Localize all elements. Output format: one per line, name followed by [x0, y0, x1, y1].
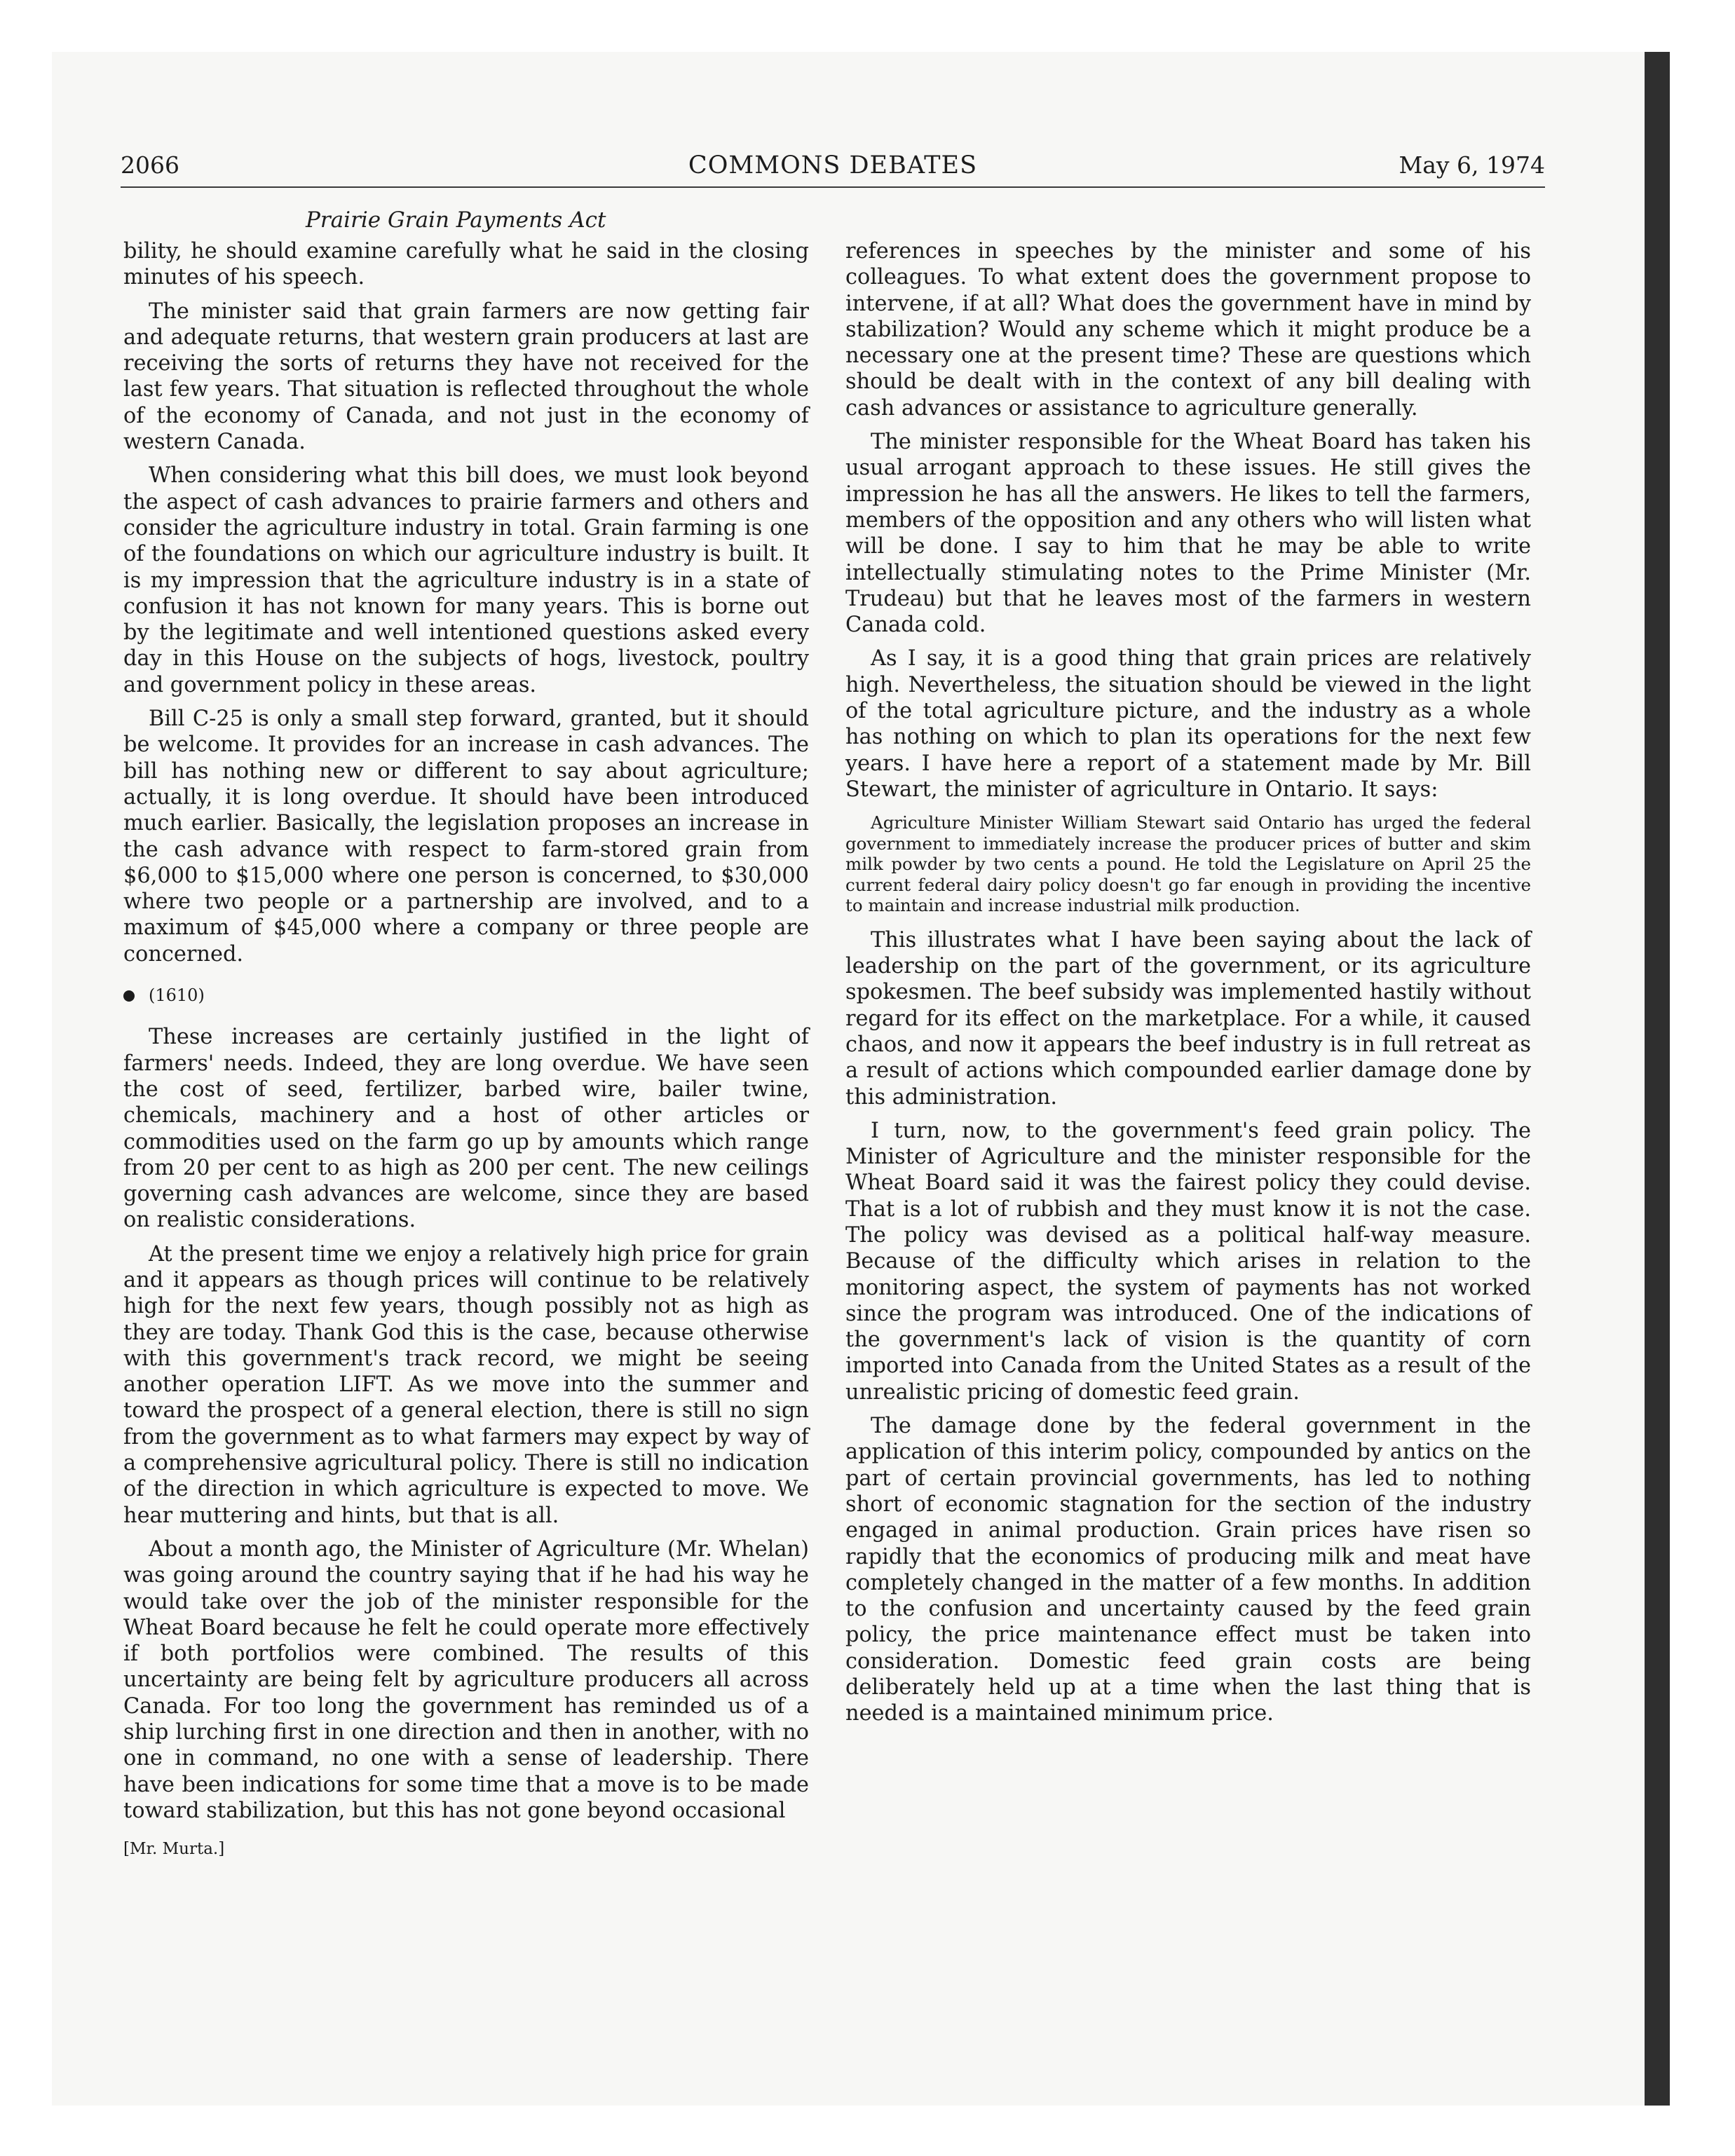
- paragraph: The minister said that grain farmers are now getting fair and adequate returns, that western grain producers at last are receiving the sorts of returns they have not received for the last few years. That situation is reflected throughout the whole of the economy of Canada, and not just in the economy of western Canada.: [123, 299, 809, 455]
- paragraph: The minister responsible for the Wheat Board has taken his usual arrogant approach to these issues. He still gives the impression he has all the answers. He likes to tell the farmers, members of the opposition and any others who will listen what will be done. I say to him that he may be able to write intellectually stimulating notes to the Prime Minister (Mr. Trudeau) but that he leaves most of the farmers in western Canada cold.: [845, 430, 1531, 638]
- left-column: [123, 238, 809, 1863]
- time-marker-label: (1610): [149, 985, 205, 1006]
- sitting-date: May 6, 1974: [1399, 151, 1545, 179]
- paragraph: references in speeches by the minister and some of his colleagues. To what extent does the government propose to intervene, if at all? What does the government have in mind by stabilization? Would any scheme which it might produce be a necessary one at the present time? These are questions which should be dealt with in the context of any bill dealing with cash advances or assistance to agriculture generally.: [845, 239, 1531, 421]
- paragraph: About a month ago, the Minister of Agriculture (Mr. Whelan) was going around the country saying that if he had his way he would take over the job of the minister responsible for the Wheat Board because he felt he could operate more effectively if both portfolios were combined. The results of this uncertainty are being felt by agriculture producers all across Canada. For too long the government has reminded us of a ship lurching first in one direction and then in another, with no one in command, no one with a sense of leadership. There have been indications for some time that a move is to be made toward stabilization, but this has not gone beyond occasional: [123, 1536, 809, 1823]
- paragraph: Bill C-25 is only a small step forward, granted, but it should be welcome. It provides for an increase in cash advances. The bill has nothing new or different to say about agriculture; actually, it is long overdue. It should have been introduced much earlier. Basically, the legislation proposes an increase in the cash advance with respect to farm-stored grain from $6,000 to $15,000 where one person is concerned, to $30,000 where two people or a partnership are involved, and to a maximum of $45,000 where a company or three people are concerned.: [123, 707, 809, 967]
- page-header: [121, 151, 1545, 188]
- paragraph: This illustrates what I have been saying about the lack of leadership on the part of the government, or its agriculture spokesmen. The beef subsidy was implemented hastily without regard for its effect on the marketplace. For a while, it caused chaos, and now it appears the beef industry is in full retreat as a result of actions which compounded earlier damage done by this administration.: [845, 927, 1531, 1110]
- bullet-icon: [123, 990, 135, 1002]
- scan-edge-shadow: [1645, 52, 1670, 2106]
- journal-title: COMMONS DEBATES: [688, 151, 978, 179]
- page-number: 2066: [121, 151, 179, 179]
- running-head: Prairie Grain Payments Act: [306, 207, 606, 233]
- paragraph: The damage done by the federal government in the application of this interim policy, compounded by antics on the part of certain provincial governments, has led to nothing short of economic stagnation for the section of the industry engaged in animal production. Grain prices have risen so rapidly that the economics of producing milk and meat have completely changed in the matter of a few months. In addition to the confusion and uncertainty caused by the feed grain policy, the price maintenance effect must be taken into consideration. Domestic feed grain costs are being deliberately held up at a time when the last thing that is needed is a maintained minimum price.: [845, 1414, 1531, 1726]
- speaker-attribution: [Mr. Murta.]: [123, 1840, 225, 1859]
- paragraph: As I say, it is a good thing that grain prices are relatively high. Nevertheless, the situation should be viewed in the light of the total agriculture picture, and the industry as a whole has nothing on which to plan its operations for the next few years. I have here a report of a statement made by Mr. Bill Stewart, the minister of agriculture in Ontario. It says:: [845, 646, 1531, 802]
- paragraph: These increases are certainly justified in the light of farmers' needs. Indeed, they are long overdue. We have seen the cost of seed, fertilizer, barbed wire, bailer twine, chemicals, machinery and a host of other articles or commodities used on the farm go up by amounts which range from 20 per cent to as high as 200 per cent. The new ceilings governing cash advances are welcome, since they are based on realistic considerations.: [123, 1025, 809, 1233]
- paragraph: bility, he should examine carefully what he said in the closing minutes of his speech.: [123, 239, 809, 290]
- paragraph: At the present time we enjoy a relatively high price for grain and it appears as though prices will continue to be relatively high for the next few years, though possibly not as high as they are today. Thank God this is the case, because otherwise with this government's track record, we might be seeing another operation LIFT. As we move into the summer and toward the prospect of a general election, there is still no sign from the government as to what farmers may expect by way of a comprehensive agricultural policy. There is still no indication of the direction in which agriculture is expected to move. We hear muttering and hints, but that is all.: [123, 1241, 809, 1528]
- paragraph: When considering what this bill does, we must look beyond the aspect of cash advances to prairie farmers and others and consider the agriculture industry in total. Grain farming is one of the foundations on which our agriculture industry is built. It is my impression that the agriculture industry is in a state of confusion it has not known for many years. This is borne out by the legitimate and well intentioned questions asked every day in this House on the subjects of hogs, livestock, poultry and government policy in these areas.: [123, 463, 809, 697]
- block-quote: Agriculture Minister William Stewart said Ontario has urged the federal government to immediately increase the producer prices of butter and skim milk powder by two cents a pound. He told the Legislature on April 25 the current federal dairy policy doesn't go far enough in providing the incentive to maintain and increase industrial milk production.: [845, 812, 1531, 916]
- right-column: [845, 238, 1531, 1735]
- paragraph: I turn, now, to the government's feed grain policy. The Minister of Agriculture and the minister responsible for the Wheat Board said it was the fairest policy they could devise. That is a lot of rubbish and they must know it is not the case. The policy was devised as a political half-way measure. Because of the difficulty which arises in relation to the monitoring aspect, the system of payments has not worked since the program was introduced. One of the indications of the government's lack of vision is the quantity of corn imported into Canada from the United States as a result of the unrealistic pricing of domestic feed grain.: [845, 1118, 1531, 1405]
- time-marker: [123, 983, 809, 1009]
